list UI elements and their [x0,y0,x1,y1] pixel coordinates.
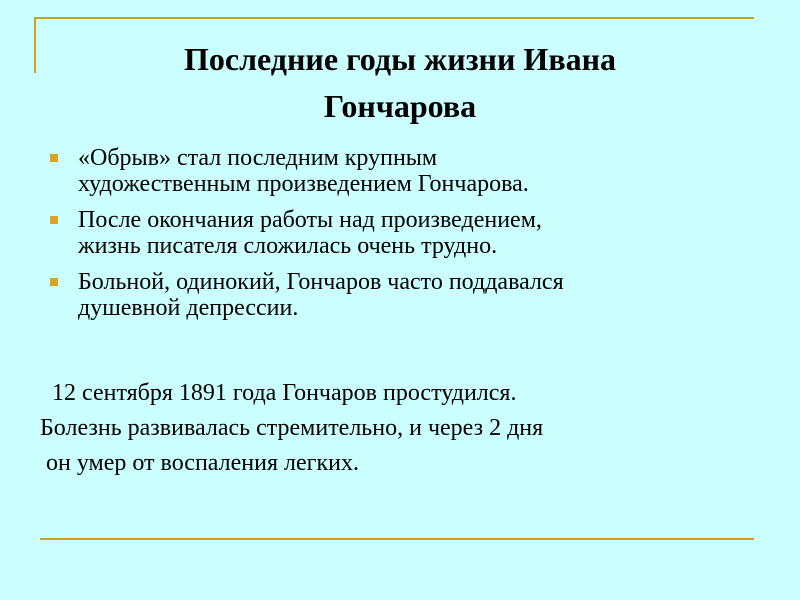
bullet-text-line-2: художественным произведением Гончарова. [78,171,529,197]
bullet-text-line-1: Больной, одинокий, Гончаров часто поддавался [78,269,564,295]
top-border-line [34,17,754,19]
bullet-item [48,207,748,259]
slide-title-line-1: Последние годы жизни Ивана [183,41,617,77]
bottom-border-line [40,538,754,540]
bullet-text-line-2: душевной депрессии. [78,295,299,321]
bullet-item [48,269,748,321]
paragraph-line-2: Болезнь развивалась стремительно, и через 2 дня [40,415,544,441]
square-bullet-icon [50,216,58,224]
bullet-list [48,145,748,331]
square-bullet-icon [50,278,58,286]
paragraph-line-1: 12 сентября 1891 года Гончаров простудился. [40,380,517,406]
bullet-text-line-2: жизнь писателя сложилась очень трудно. [78,233,498,259]
body-paragraph [40,376,760,481]
left-border-line [34,17,36,73]
bullet-text-line-1: «Обрыв» стал последним крупным [78,145,438,171]
square-bullet-icon [50,154,58,162]
bullet-text-line-1: После окончания работы над произведением, [78,207,542,233]
paragraph-line-3: он умер от воспаления легких. [40,450,359,476]
slide-title-line-2: Гончарова [323,88,477,124]
slide-title [40,36,760,130]
bullet-item [48,145,748,197]
